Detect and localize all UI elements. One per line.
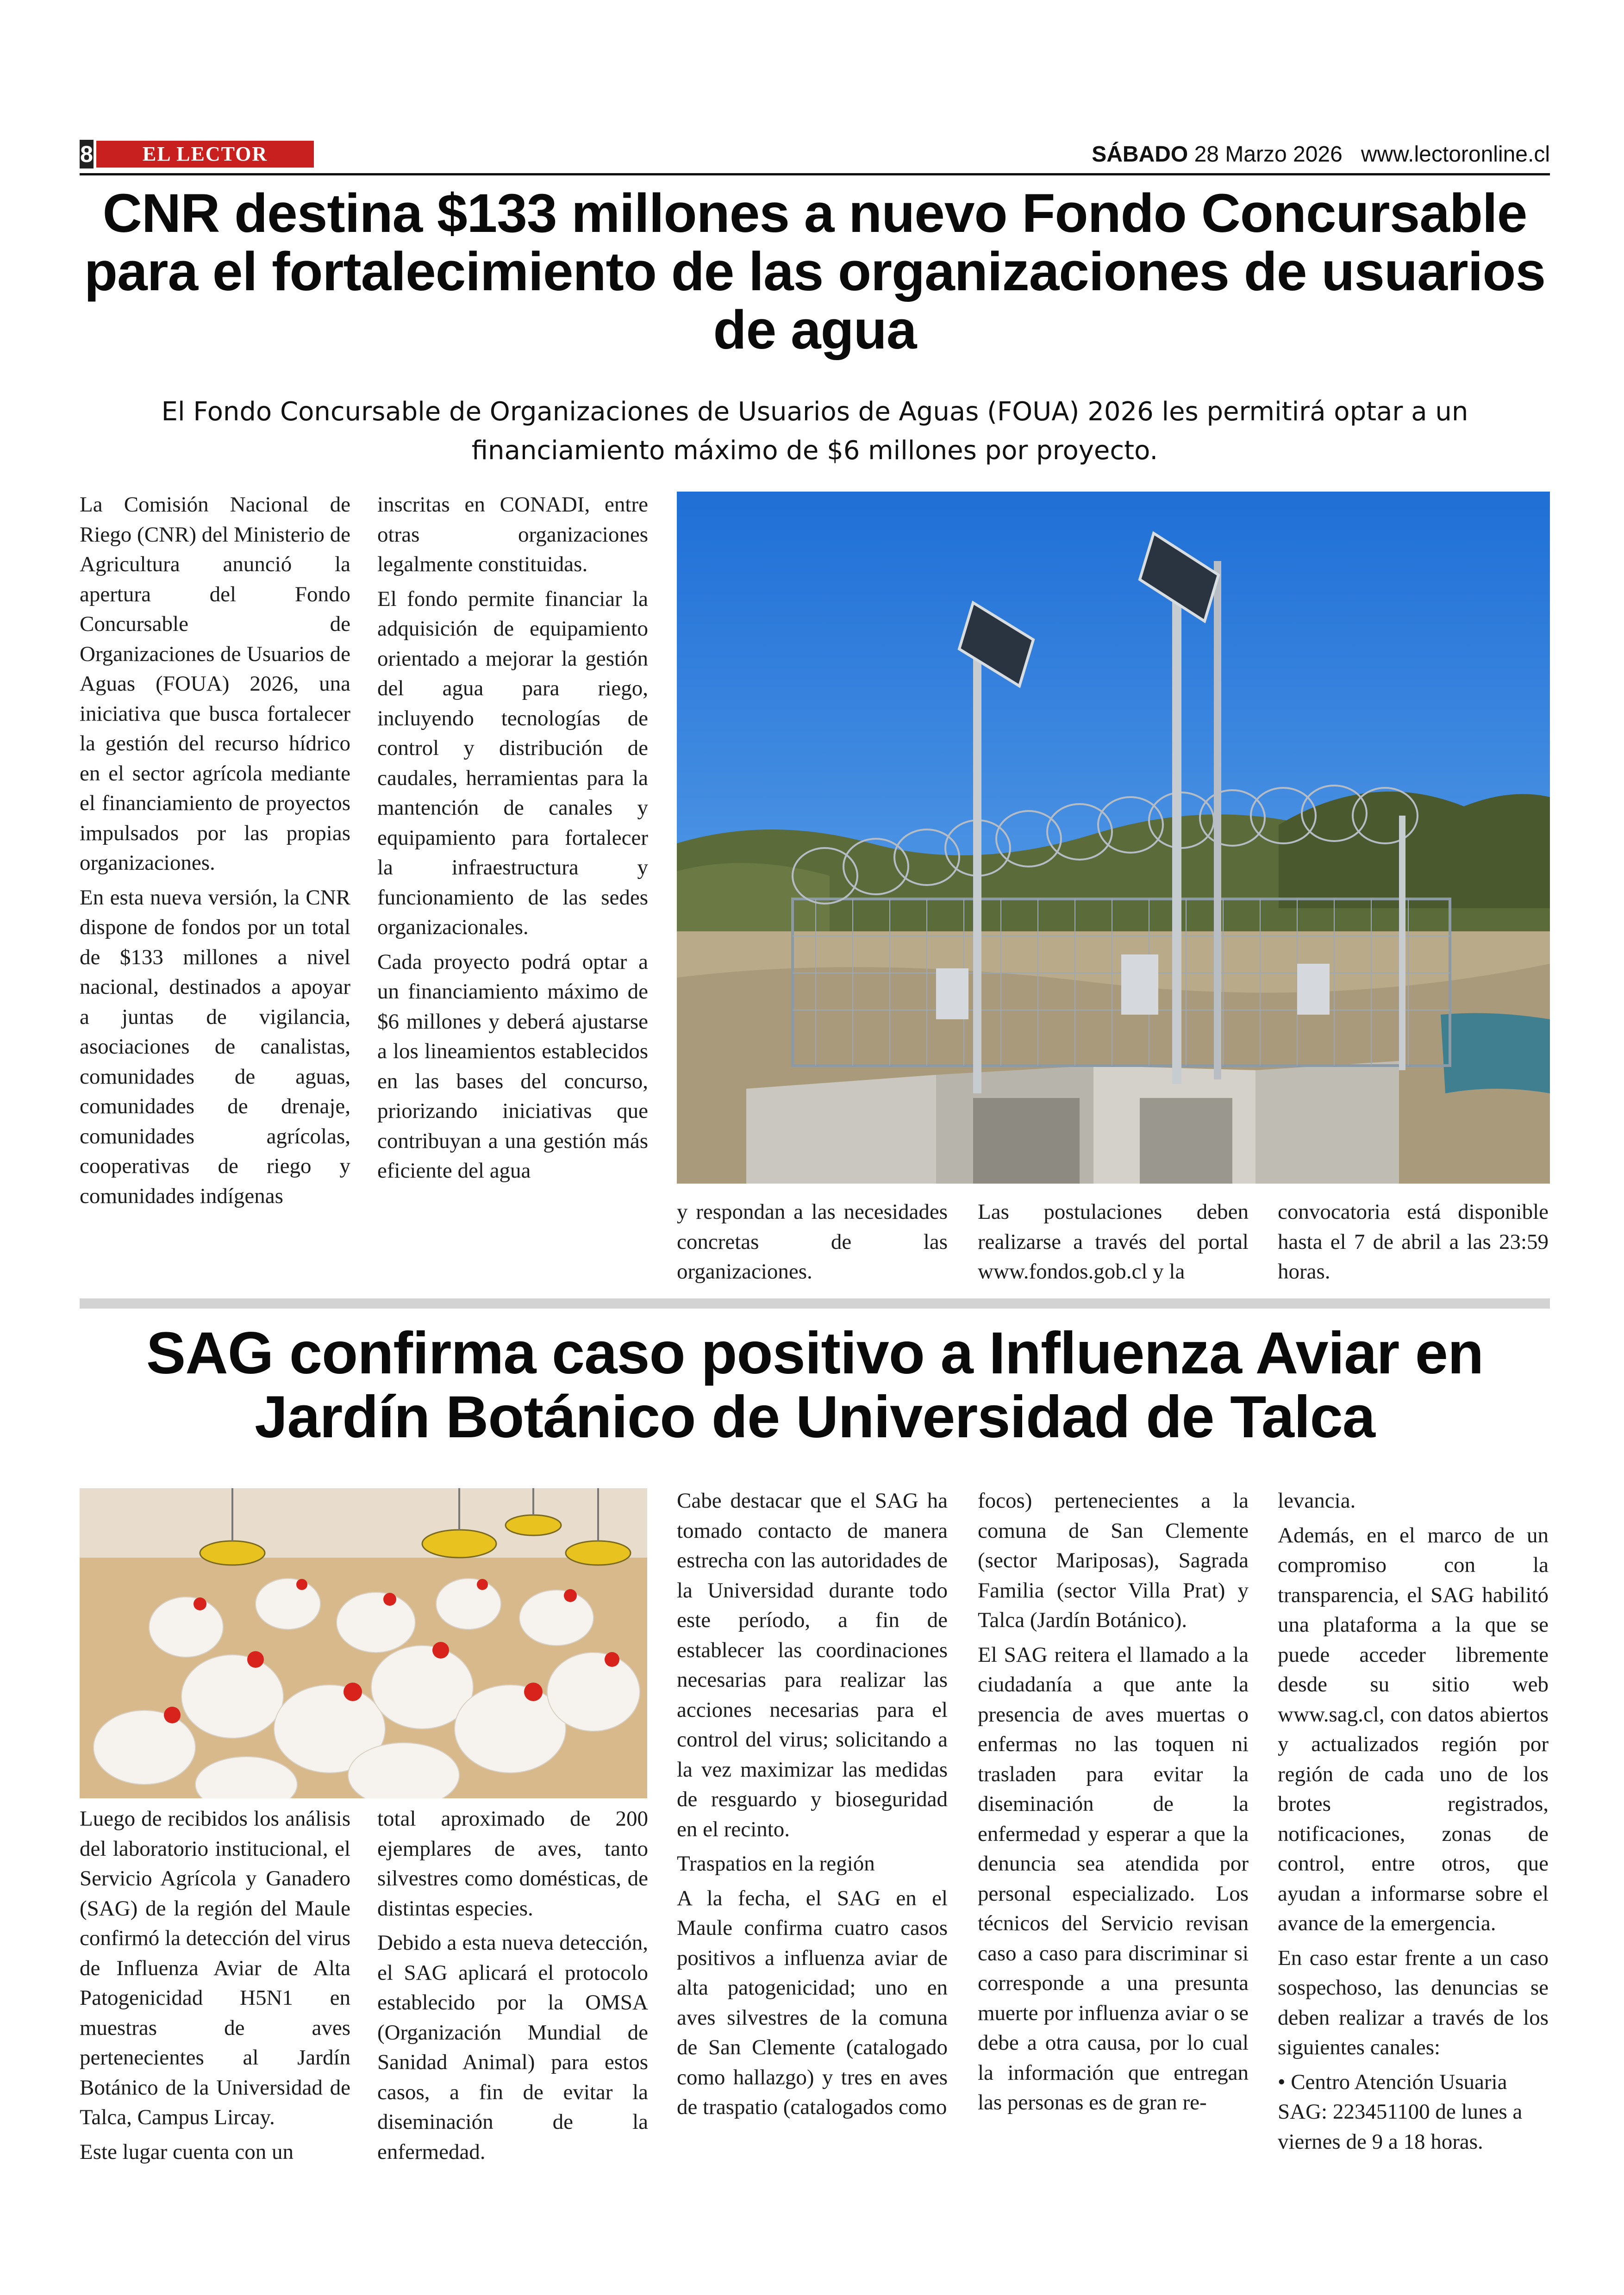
article2-column-5 [1278,1486,1549,2161]
article2-col4-paragraph: focos) pertenecientes a la comuna de San Clemente (sector Mariposas), Sagrada Familia (sector Villa Prat) y Talca (Jardín Botánico). [978,1489,1249,1632]
article1-col1-paragraph: La Comisión Nacional de Riego (CNR) del Ministerio de Agricultura anunció la apertura del Fondo Concursable de Organizaciones de Usuarios de Aguas (FOUA) 2026, una iniciativa que busca fortalecer la gestión del recurso hídrico en el sector agrícola mediante el financiamiento de proyectos impulsados por las propias organizaciones. [80,493,350,875]
article2-col3-subheading: Traspatios en la región [677,1852,875,1876]
article2-col1-paragraph: Este lugar cuenta con un [80,2139,294,2164]
article2-col5-paragraph: Además, en el marco de un compromiso con la transparencia, el SAG habilitó una plataforma a la que se puede acceder libremente desde su sitio web www.sag.cl, con datos abiertos y actualizados región por región de cada uno de los brotes registrados, notificaciones, zonas de control, entre otros, que ayudan a informarse sobre el avance de la emergencia. [1278,1523,1549,1935]
page-number: 8 [80,140,94,168]
article1-headline-line1: CNR destina $133 millones a nuevo Fondo Concursable [102,183,1527,244]
article1-subhead-line1: El Fondo Concursable de Organizaciones de Usuarios de Aguas (FOUA) 2026 les permitirá optar a un [161,397,1468,427]
article2-headline-line1: SAG confirma caso positivo a Influenza Aviar en [146,1320,1484,1386]
article1-col4-paragraph: Las postulaciones deben realizarse a través del portal www.fondos.gob.cl y la [978,1200,1249,1284]
article2-column-4 [978,1486,1249,2122]
article1-column-1 [80,490,350,1216]
article2-column-3 [677,1486,948,2127]
page-header [80,139,1550,170]
article2-headline [80,1322,1550,1449]
article2-col5-paragraph: levancia. [1278,1489,1356,1513]
article1-headline-line2: para el fortalecimiento de las organizaciones de usuarios [84,241,1546,302]
article1-col5-paragraph: convocatoria está disponible hasta el 7 de abril a las 23:59 horas. [1278,1200,1549,1284]
article1-subhead-line2: financiamiento máximo de $6 millones por proyecto. [471,436,1158,466]
article2-col1-paragraph: Luego de recibidos los análisis del laboratorio institucional, el Servicio Agrícola y Ganadero (SAG) de la región del Maule confirmó la detección del virus de Influenza Aviar de Alta Patogenicidad H5N1 en muestras de aves pertenecientes al Jardín Botánico de la Universidad de Talca, Campus Lircay. [80,1807,350,2129]
article1-column-5 [1278,1197,1549,1291]
article2-column-1 [80,1804,350,2171]
article1-subhead [80,393,1550,470]
newspaper-logo: EL LECTOR [96,141,314,168]
article2-col4-paragraph: El SAG reitera el llamado a la ciudadanía a que ante la presencia de aves muertas o enfermas no las toquen ni trasladen para evitar la diseminación de la enfermedad y esperar a que la denuncia sea atendida por personal especializado. Los técnicos del Servicio revisan caso a caso para discriminar si corresponde a una presunta muerte por influenza aviar o se debe a otra causa, por lo cual la información que entregan las personas es de gran re- [978,1642,1249,2114]
dateline [1092,140,1550,169]
article1-column-3 [677,1197,948,1291]
article2-col3-paragraph: Cabe destacar que el SAG ha tomado contacto de manera estrecha con las autoridades de la Universidad durante todo este período, a fin de establecer las coordinaciones necesarias para realizar las acciones necesarias para el control del virus; solicitando a la vez maximizar las medidas de resguardo y bioseguridad en el recinto. [677,1489,948,1841]
header-rule [80,173,1550,175]
section-divider [80,1298,1550,1309]
article1-column-4 [978,1197,1249,1291]
date-text: 28 Marzo 2026 [1194,142,1343,167]
website-link[interactable]: www.lectoronline.cl [1361,142,1550,167]
article2-column-2 [377,1804,648,2171]
article2-col3-paragraph: A la fecha, el SAG en el Maule confirma cuatro casos positivos a influenza aviar de alta patogenicidad; uno en aves silvestres de la comuna de San Clemente (catalogado como hallazgo) y tres en aves de traspatio (catalogados como [677,1886,948,2119]
article2-col5-paragraph: En caso estar frente a un caso sospechoso, las denuncias se deben realizar a través de los siguientes canales: [1278,1946,1549,2059]
article1-col1-paragraph: En esta nueva versión, la CNR dispone de fondos por un total de $133 millones a nivel nacional, destinados a apoyar a juntas de vigilancia, asociaciones de canalistas, comunidades de aguas, comunidades de drenaje, comunidades agrícolas, cooperativas de riego y comunidades indígenas [80,885,350,1208]
date-day: SÁBADO [1092,142,1188,167]
article1-col2-paragraph: El fondo permite financiar la adquisición de equipamiento orientado a mejorar la gestión del agua para riego, incluyendo tecnologías de control y distribución de caudales, herramientas para la mantención de canales y equipamiento para fortalecer la infraestructura y funcionamiento de las sedes organizacionales. [377,586,648,939]
article2-col2-paragraph: total aproximado de 200 ejemplares de aves, tanto silvestres como domésticas, de distintas especies. [377,1807,648,1921]
article1-col2-paragraph: Cada proyecto podrá optar a un financiamiento máximo de $6 millones y deberá ajustarse a los lineamientos establecidos en las bases del concurso, priorizando iniciativas que contribuyan a una gestión más eficiente del agua [377,949,648,1183]
article2-col2-paragraph: Debido a esta nueva detección, el SAG aplicará el protocolo establecido por la OMSA (Organización Mundial de Sanidad Animal) para estos casos, a fin de evitar la diseminación de la enfermedad. [377,1931,648,2164]
poultry-farm-photo [80,1488,647,1798]
article1-headline [80,184,1550,359]
article1-column-2 [377,490,648,1191]
article2-headline-line2: Jardín Botánico de Universidad de Talca [255,1384,1375,1450]
article1-col2-paragraph: inscritas en CONADI, entre otras organizaciones legalmente constituidas. [377,493,648,576]
water-station-photo [677,492,1550,1184]
article1-headline-line3: de agua [713,299,917,361]
contact-bullet: • Centro Atención Usuaria SAG: 223451100 de lunes a viernes de 9 a 18 horas. [1278,2070,1523,2154]
article1-col3-paragraph: y respondan a las necesidades concretas de las organizaciones. [677,1200,948,1284]
